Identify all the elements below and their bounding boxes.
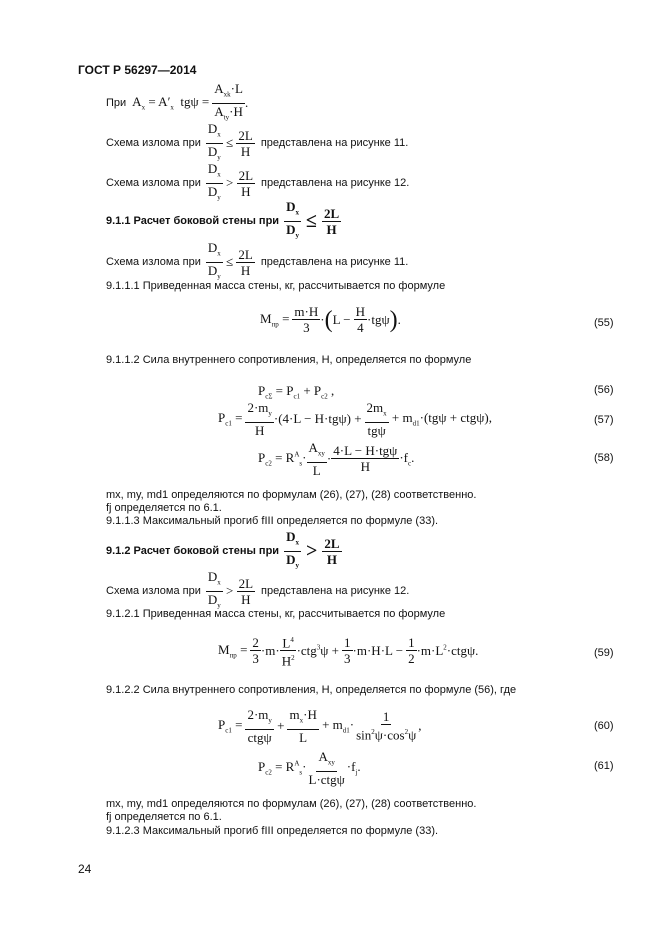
- formula-59: $M_{пр}$ = $\frac{2}{3}$ ·m· $L^4$ $H^2$ ·ctg$^3$ψ + $\frac{1}{3}$ ·m·H·L − $\frac{1}{2}$ $\cdot m\cdot L^2\cdot ctg\psi$.: [218, 635, 479, 669]
- paragraph-9121: 9.1.2.1 Приведенная масса стены, кг, рассчитывается по формуле: [106, 608, 446, 620]
- formula-57: $P_{c1}$ = $\frac{2\cdot m_y}{H}$ ·(4·L − H·tgψ) + $2m_x$ tgψ + $m_{d1}\cdot(tg\psi + ctg\psi)$,: [218, 400, 492, 438]
- formula-55: $M_{пр}$ = $\frac{m\cdot H}{3}$ · ( L − $\frac{H}{4}$ ·tgψ ) .: [260, 304, 401, 335]
- document-header: ГОСТ Р 56297—2014: [78, 63, 197, 77]
- page-number: 24: [78, 862, 92, 876]
- equation-number-61: (61): [594, 760, 614, 772]
- equation-number-58: (58): [594, 452, 614, 464]
- note-fj-1: fj определяется по 6.1.: [106, 502, 222, 514]
- note-variables-1: mx, my, md1 определяются по формулам (26), (27), (28) соответственно.: [106, 489, 477, 501]
- equation-number-60: (60): [594, 720, 614, 732]
- paragraph-9122: 9.1.2.2 Сила внутреннего сопротивления, Н, определяется по формуле (56), где: [106, 684, 517, 696]
- equation-number-57: (57): [594, 414, 614, 426]
- equation-number-59: (59): [594, 647, 614, 659]
- formula-56: $P_{c\Sigma} = P_{c1} + P_{c2}$ ,: [258, 383, 335, 401]
- equation-number-56: (56): [594, 384, 614, 396]
- equation-number-55: (55): [594, 317, 614, 329]
- paragraph-9111: 9.1.1.1 Приведенная масса стены, кг, рассчитывается по формуле: [106, 280, 446, 292]
- scheme-line-912: Схема излома при $D_x$ $D_y$ > 2L H представлена на рисунке 12.: [106, 569, 410, 610]
- note-variables-2: mx, my, md1 определяются по формулам (26), (27), (28) соответственно.: [106, 798, 477, 810]
- note-fj-2: fj определяется по 6.1.: [106, 811, 222, 823]
- scheme-line-1: Схема излома при $\frac{D_x}{D_y}$ ≤ $\frac{2L}{H}$ представлена на рисунке 11.: [106, 121, 409, 162]
- paragraph-9123: 9.1.2.3 Максимальный прогиб fIII определяется по формуле (33).: [106, 825, 439, 837]
- scheme-line-911: Схема излома при $\frac{D_x}{D_y}$ ≤ $\frac{2L}{H}$ представлена на рисунке 11.: [106, 240, 409, 281]
- formula-61: $P_{c2} = R^A_s\cdot$ $A_{xy}$ L·ctgψ $\cdot f_j$.: [258, 749, 361, 787]
- section-911-title: 9.1.1 Расчет боковой стены при $\frac{D_x}{D_y}$ ≤ $\frac{2L}{H}$: [106, 199, 340, 240]
- pri-label: При: [106, 97, 127, 110]
- scheme-line-2: Схема излома при $D_x$ $D_y$ > 2L H представлена на рисунке 12.: [106, 161, 410, 202]
- formula-58: $P_{c2} = R^A_s\cdot$ $A_{xy}$ L · 4·L − H·tgψ H $\cdot f_c$.: [258, 440, 415, 478]
- paragraph-9113: 9.1.1.3 Максимальный прогиб fIII определяется по формуле (33).: [106, 515, 439, 527]
- formula-60: $P_{c1}$ = $2\cdot m_y$ ctgψ + $\frac{m_x\cdot H}{L}$ + $m_{d1}\cdot$ 1 $\sin^2\psi\cdot\cos^2\psi$ ,: [218, 707, 422, 745]
- section-912-title: 9.1.2 Расчет боковой стены при $D_x$ $D_y$ > 2L H: [106, 529, 340, 570]
- paragraph-9112: 9.1.1.2 Сила внутреннего сопротивления, Н, определяется по формуле: [106, 354, 472, 366]
- condition-tgpsi: При $A_x = A'_x$ tgψ = $A_{xk}\cdot L$ $A_{ty}\cdot H$ .: [106, 81, 249, 122]
